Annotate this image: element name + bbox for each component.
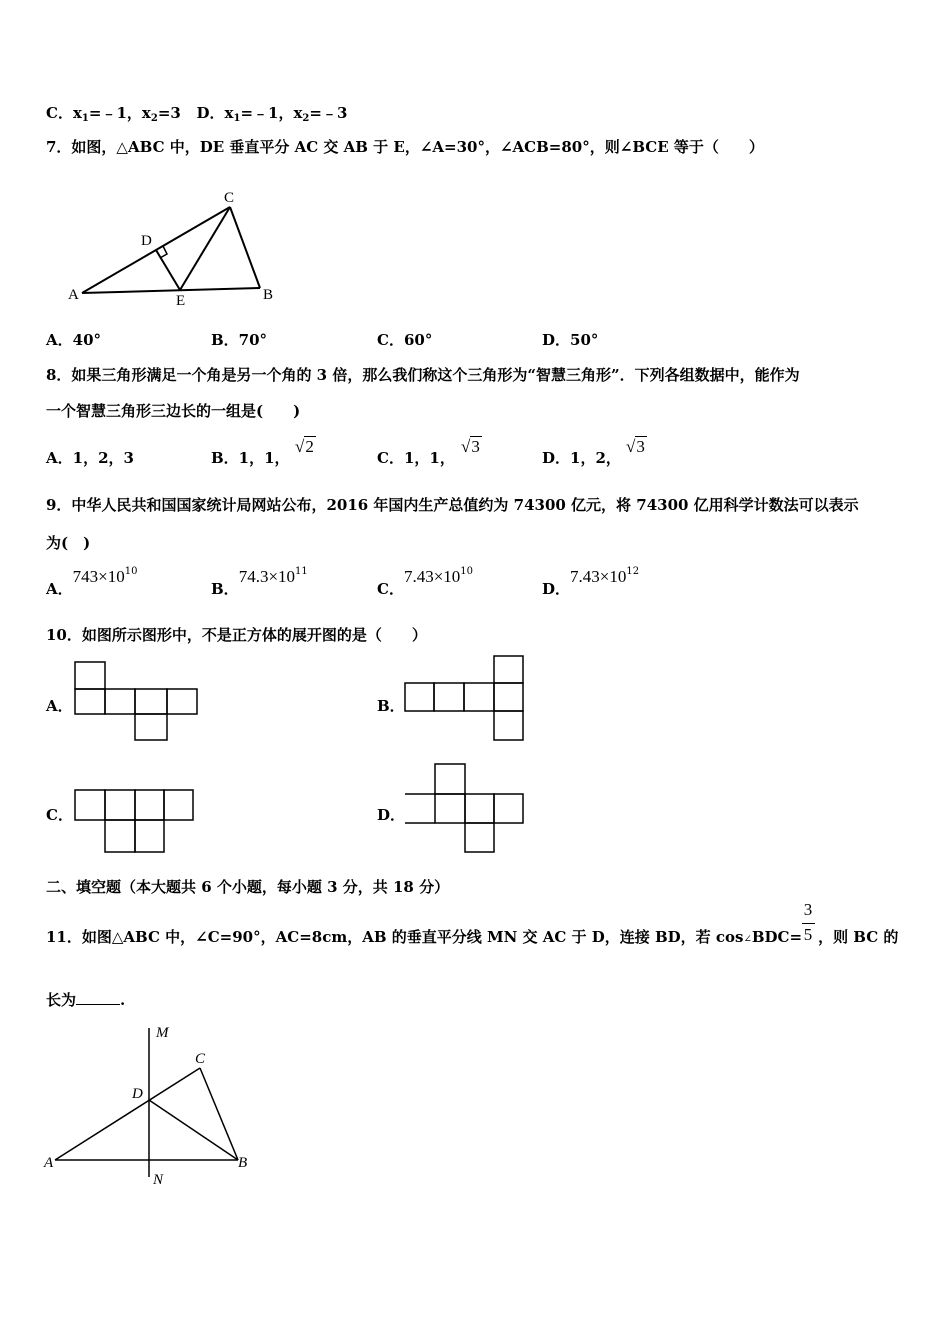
q10-net-a-square (167, 689, 197, 714)
q8-option-a[interactable]: A．1，2，3 (46, 449, 134, 467)
q6-option-d-x1: x (224, 104, 234, 122)
q10-option-d-label[interactable]: D． (377, 806, 406, 824)
q10-net-b-square (494, 711, 523, 740)
q7-option-c[interactable]: C．60° (377, 331, 433, 349)
q6-option-d-x1-value: =﹣1， (240, 104, 294, 122)
q11-answer-blank[interactable] (76, 990, 120, 1005)
q11-fraction-numerator: 3 (803, 900, 813, 919)
q6-option-c-x2: x (141, 104, 151, 122)
q10-net-b-square (464, 683, 494, 711)
q10-net-c-square (135, 820, 164, 852)
q11-stem-part2: BDC= (751, 928, 803, 946)
q9-option-a-label: A． (46, 580, 73, 598)
q11-segment-db (149, 1100, 238, 1160)
q10-net-b-square (434, 683, 464, 711)
q9-option-c-times: ×10 (433, 567, 461, 586)
q6-option-d-x2-sub: 2 (302, 113, 310, 124)
q10-option-a-label[interactable]: A． (46, 697, 73, 715)
q9-option-d-mantissa: 7.43 (570, 567, 600, 586)
q9-option-c-label: C． (377, 580, 404, 598)
q11-fraction-bar (802, 923, 815, 924)
q7-triangle-figure (60, 185, 290, 310)
q6-option-d-x2: x (293, 104, 303, 122)
q6-option-d-label: D． (196, 104, 225, 122)
q10-net-d-square (435, 794, 465, 823)
q10-net-c (73, 788, 198, 858)
q7-label-d: D (141, 233, 152, 249)
q11-stem-line1 (46, 926, 898, 947)
q10-net-a-square (75, 662, 105, 689)
q8-option-d-radicand: 3 (636, 437, 645, 456)
q10-net-d (403, 762, 528, 857)
q10-net-d-square (465, 823, 494, 852)
q7-segment-de (156, 250, 180, 290)
q10-net-a-square (135, 689, 167, 714)
q9-option-c-mantissa: 7.43 (403, 567, 434, 586)
q11-label-a: A (44, 1155, 54, 1171)
q9-option-d[interactable] (542, 566, 640, 598)
q8-option-c[interactable] (377, 437, 480, 468)
q8-option-d-text: D．1，2， (542, 449, 621, 467)
q9-option-d-label: D． (542, 580, 571, 598)
q10-net-c-square (105, 820, 135, 852)
q7-segment-cb (230, 207, 260, 288)
q10-net-d-square (435, 764, 465, 794)
q6-option-d-x1-sub: 1 (233, 113, 241, 124)
q11-triangle-figure (40, 1020, 260, 1192)
q7-option-a[interactable]: A．40° (46, 331, 102, 349)
q9-option-d-times: ×10 (599, 567, 627, 586)
q7-option-d[interactable]: D．50° (542, 331, 599, 349)
q9-option-a-exp: 10 (124, 566, 138, 577)
q9-option-b-exp: 11 (295, 566, 308, 577)
q8-option-d[interactable] (542, 437, 645, 468)
q11-label-m: M (156, 1025, 169, 1041)
q11-angle-symbol: ∠ (743, 934, 752, 945)
q10-net-c-square (164, 790, 193, 820)
q9-option-d-exp: 12 (626, 566, 640, 577)
q6-option-c-x2-sub: 2 (150, 113, 158, 124)
q7-label-b: B (263, 287, 274, 303)
q10-option-c-label[interactable]: C． (46, 806, 73, 824)
q6-option-c-x1-sub: 1 (81, 113, 89, 124)
q11-stem-part3: ，则 BC 的 (818, 928, 899, 946)
q9-option-a-times: ×10 (98, 567, 125, 586)
q9-option-a-mantissa: 743 (72, 567, 99, 586)
q6-option-c-x1-value: =﹣1， (88, 104, 142, 122)
q7-label-a: A (68, 287, 79, 303)
q9-option-b[interactable] (211, 566, 308, 598)
q8-option-b-text: B．1，1， (211, 449, 290, 467)
q6-option-c-x2-value: =3 (157, 104, 181, 122)
section-2-title: 二、填空题（本大题共 6 个小题，每小题 3 分，共 18 分） (46, 878, 450, 896)
q11-label-b: B (238, 1155, 248, 1171)
q10-net-a-square (105, 689, 135, 714)
q9-option-a[interactable] (46, 566, 138, 598)
q7-segment-ab (82, 288, 260, 293)
q9-option-c-exp: 10 (460, 566, 474, 577)
q10-stem: 10．如图所示图形中，不是正方体的展开图的是（ ） (46, 626, 427, 644)
q10-net-c-square (75, 790, 105, 820)
q11-stem-part1: 11．如图△ABC 中，∠C=90°，AC=8cm，AB 的垂直平分线 MN 交 AC 于 D，连接 BD，若 cos (46, 928, 744, 946)
q10-net-a-square (75, 689, 105, 714)
q6-option-c-x1: x (72, 104, 82, 122)
q11-label-n: N (153, 1172, 164, 1188)
q10-net-d-square (494, 794, 523, 823)
q8-option-b-radicand: 2 (305, 437, 314, 456)
q9-option-c[interactable] (377, 566, 474, 598)
q11-stem-line2 (46, 989, 125, 1010)
q7-option-b[interactable]: B．70° (211, 331, 268, 349)
q8-stem-line2: 一个智慧三角形三边长的一组是( ) (46, 402, 301, 420)
q10-net-d-square (465, 794, 494, 823)
q6-option-d-x2-value: =﹣3 (309, 104, 348, 122)
q8-option-b[interactable] (211, 437, 314, 468)
q9-stem-line1: 9．中华人民共和国国家统计局网站公布，2016 年国内生产总值约为 74300 亿元，将 74300 亿用科学计数法可以表示 (46, 496, 859, 514)
q10-net-a (73, 660, 203, 745)
q10-net-b-square (494, 683, 523, 711)
q10-net-b (403, 654, 528, 744)
q7-segment-ce (180, 207, 230, 290)
q8-option-b-radical: √2 (295, 437, 314, 456)
q10-net-b-square (405, 683, 434, 711)
q10-option-b-label[interactable]: B． (377, 697, 405, 715)
q10-net-b-square (494, 656, 523, 683)
q11-line2-prefix: 长为 (46, 991, 77, 1009)
q11-label-d: D (132, 1086, 143, 1102)
q11-segment-cb (200, 1068, 238, 1160)
q11-segment-ac (55, 1068, 200, 1160)
q7-label-e: E (176, 293, 186, 309)
q6-option-c-label: C． (46, 104, 73, 122)
q9-option-b-mantissa: 74.3 (238, 567, 269, 586)
q11-label-c: C (195, 1051, 206, 1067)
q11-fraction-denominator: 5 (803, 925, 813, 944)
q7-stem: 7．如图，△ABC 中，DE 垂直平分 AC 交 AB 于 E，∠A=30°，∠ACB=80°，则∠BCE 等于（ ） (46, 138, 764, 156)
q6-options-row (46, 102, 347, 124)
q10-net-c-square (105, 790, 135, 820)
q9-option-b-times: ×10 (268, 567, 296, 586)
q9-option-b-label: B． (211, 580, 239, 598)
q8-option-c-radical: √3 (461, 437, 480, 456)
q9-stem-line2: 为( ) (46, 534, 91, 552)
q10-net-a-square (135, 714, 167, 740)
q10-net-c-square (135, 790, 164, 820)
q8-option-c-radicand: 3 (471, 437, 480, 456)
q8-stem-line1: 8．如果三角形满足一个角是另一个角的 3 倍，那么我们称这个三角形为“智慧三角形”．下列各组数据中，能作为 (46, 366, 800, 384)
q8-option-d-radical: √3 (626, 437, 645, 456)
q11-line2-suffix: . (120, 991, 126, 1009)
q8-option-c-text: C．1，1， (377, 449, 455, 467)
q7-label-c: C (224, 190, 235, 206)
